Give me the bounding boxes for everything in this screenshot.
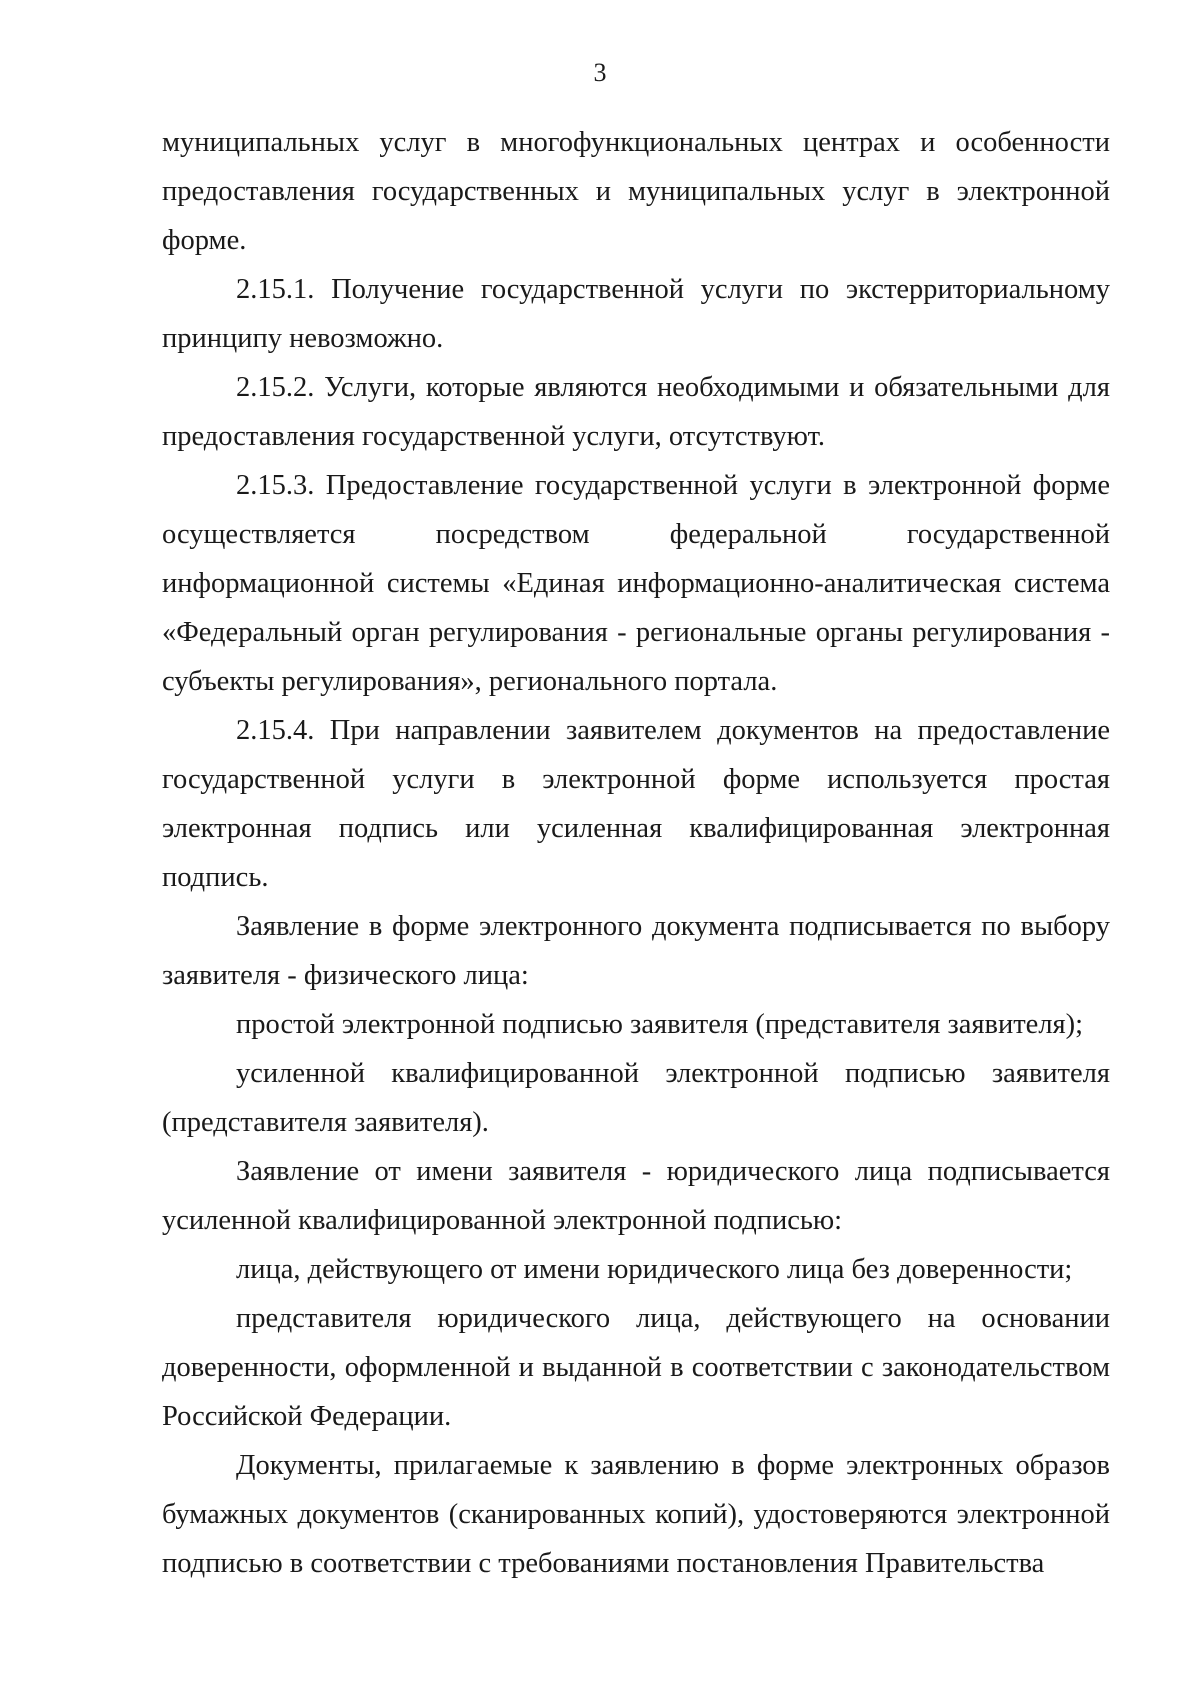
paragraph: 2.15.1. Получение государственной услуги по экстерриториальному принципу невозможно. <box>162 274 1110 354</box>
paragraph: Документы, прилагаемые к заявлению в форме электронных образов бумажных документов (сканированных копий), удостоверяются электронной подписью в соответствии с требованиями постановления Правительства <box>162 1450 1110 1579</box>
paragraph: простой электронной подписью заявителя (представителя заявителя); <box>236 1009 1084 1040</box>
paragraph: 2.15.2. Услуги, которые являются необходимыми и обязательными для предоставления государственной услуги, отсутствуют. <box>162 372 1110 452</box>
paragraph: Заявление от имени заявителя - юридического лица подписывается усиленной квалифицированной электронной подписью: <box>162 1156 1110 1236</box>
page-number: 3 <box>593 58 607 87</box>
paragraph: лица, действующего от имени юридического лица без доверенности; <box>236 1254 1073 1285</box>
paragraph: Заявление в форме электронного документа подписывается по выбору заявителя - физического лица: <box>162 911 1110 991</box>
paragraph: 2.15.3. Предоставление государственной услуги в электронной форме осуществляется посредством федеральной государственной информационной системы «Единая информационно-аналитическая система «Федеральный орган регулирования - региональные органы регулирования - субъекты регулирования», регионального портала. <box>162 470 1110 697</box>
paragraph: муниципальных услуг в многофункциональных центрах и особенности предоставления государственных и муниципальных услуг в электронной форме. <box>162 127 1110 256</box>
paragraph: представителя юридического лица, действующего на основании доверенности, оформленной и выданной в соответствии с законодательством Российской Федерации. <box>162 1303 1110 1432</box>
paragraph: 2.15.4. При направлении заявителем документов на предоставление государственной услуги в электронной форме используется простая электронная подпись или усиленная квалифицированная электронная подпись. <box>162 715 1110 893</box>
document-body <box>162 118 1110 1588</box>
paragraph: усиленной квалифицированной электронной подписью заявителя (представителя заявителя). <box>162 1058 1110 1138</box>
